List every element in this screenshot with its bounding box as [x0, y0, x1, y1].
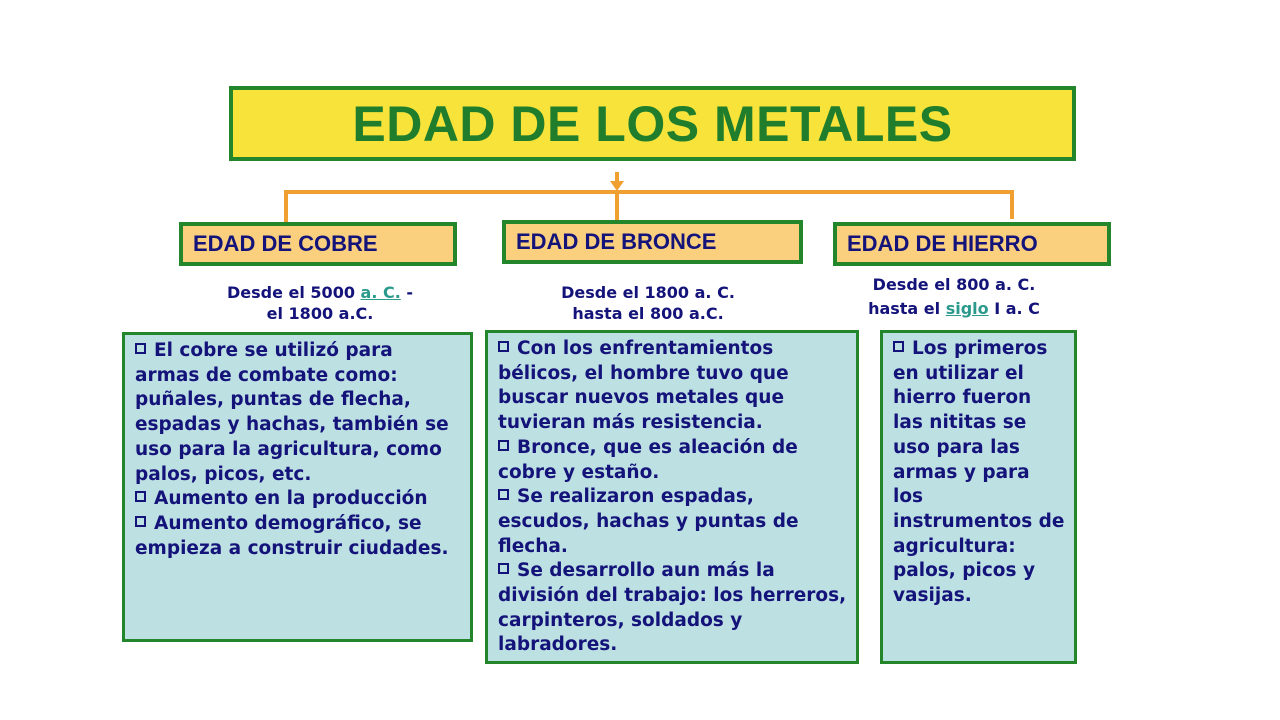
date-line-1 [170, 282, 470, 303]
era-box-bronce [502, 220, 803, 264]
date-line-1: Desde el 800 a. C. [872, 275, 1036, 294]
era-box-cobre [179, 222, 457, 266]
desc-item [498, 559, 848, 658]
era-box-hierro [833, 222, 1111, 266]
desc-item-text: Se desarrollo aun más la división del trabajo: los herreros, carpinteros, soldados y labradores. [498, 560, 847, 656]
checkbox-bullet-icon [498, 489, 509, 500]
checkbox-bullet-icon [135, 516, 146, 527]
date-link-ac[interactable]: a. C. [360, 283, 401, 302]
date-text: hasta el [868, 299, 946, 318]
date-line-2: hasta el 800 a.C. [572, 304, 724, 323]
desc-box-hierro [880, 330, 1077, 664]
date-range-bronce [498, 282, 798, 324]
desc-item-text: Aumento en la producción [154, 488, 428, 510]
date-line-2 [804, 297, 1104, 321]
desc-item-text: Con los enfrentamientos bélicos, el hombre tuvo que buscar nuevos metales que tuvieran más resistencia. [498, 338, 789, 434]
date-text: Desde el 5000 [226, 283, 361, 302]
desc-item [498, 485, 848, 559]
desc-item [135, 512, 462, 561]
desc-item-text: Se realizaron espadas, escudos, hachas y puntas de flecha. [498, 486, 799, 557]
checkbox-bullet-icon [135, 343, 146, 354]
desc-box-bronce [485, 330, 859, 664]
checkbox-bullet-icon [498, 563, 509, 574]
era-label-bronce: EDAD DE BRONCE [516, 229, 717, 254]
era-label-cobre: EDAD DE COBRE [193, 231, 378, 256]
checkbox-bullet-icon [135, 491, 146, 502]
desc-box-cobre [122, 332, 473, 642]
desc-item [498, 337, 848, 436]
desc-item [135, 487, 462, 512]
date-range-hierro [804, 273, 1104, 321]
connector-arrow-icon [610, 181, 624, 191]
desc-item-text: El cobre se utilizó para armas de combate como: puñales, puntas de flecha, espadas y hachas, también se uso para la agricultura, como palos, picos, etc. [135, 340, 449, 485]
desc-item [893, 337, 1066, 609]
desc-item [135, 339, 462, 487]
desc-item-text: Aumento demográfico, se empieza a construir ciudades. [135, 512, 449, 559]
desc-item-text: Bronce, que es aleación de cobre y estaño. [498, 436, 798, 483]
checkbox-bullet-icon [498, 341, 509, 352]
date-line-1: Desde el 1800 a. C. [561, 283, 735, 302]
date-text: - [400, 283, 414, 302]
date-line-2: el 1800 a.C. [266, 304, 374, 323]
desc-item-text: Los primeros en utilizar el hierro fueron las nititas se uso para las armas y para los instrumentos de agricultura: palos, picos y vasijas. [893, 338, 1065, 607]
era-label-hierro: EDAD DE HIERRO [847, 231, 1038, 256]
date-link-siglo[interactable]: siglo [945, 299, 989, 318]
date-range-cobre [170, 282, 470, 324]
date-text: I a. C [988, 299, 1040, 318]
desc-item [498, 436, 848, 485]
checkbox-bullet-icon [498, 440, 509, 451]
page-title: EDAD DE LOS METALES [352, 95, 953, 152]
checkbox-bullet-icon [893, 341, 904, 352]
